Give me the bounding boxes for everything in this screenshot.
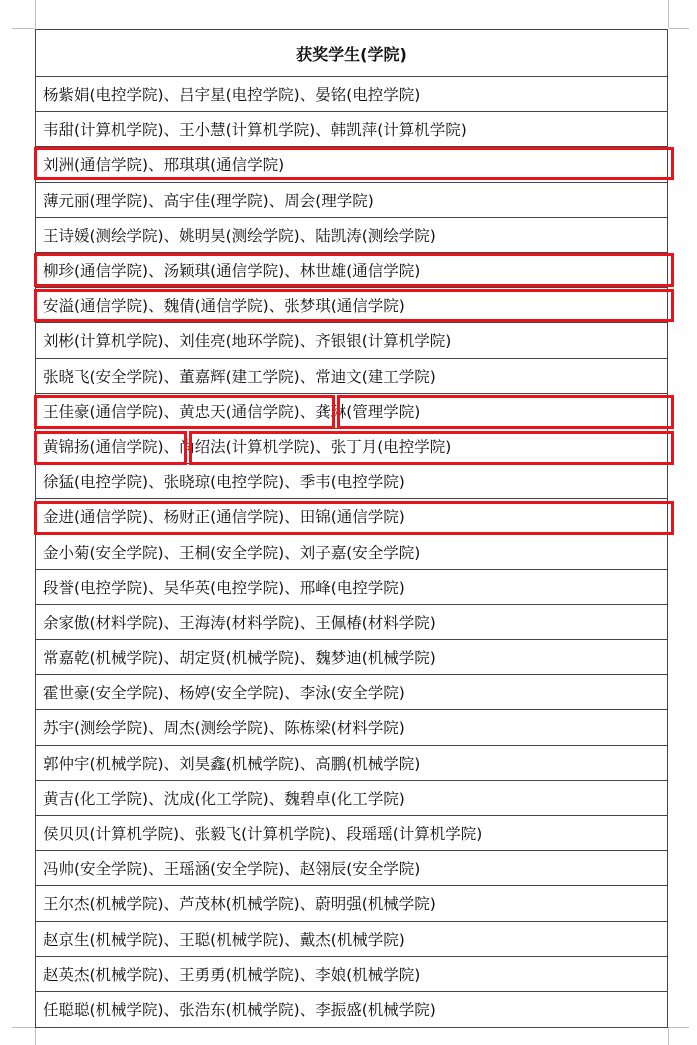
table-row: 杨紫娟(电控学院)、吕宇星(电控学院)、晏铭(电控学院): [36, 77, 667, 112]
crop-mark-bottom-left-h: [12, 1027, 35, 1028]
table-header: 获奖学生(学院): [36, 30, 667, 77]
table-row: 刘彬(计算机学院)、刘佳亮(地环学院)、齐银银(计算机学院): [36, 323, 667, 358]
table-row: 霍世豪(安全学院)、杨婷(安全学院)、李泳(安全学院): [36, 675, 667, 710]
table-row: 任聪聪(机械学院)、张浩东(机械学院)、李振盛(机械学院): [43, 1001, 436, 1020]
table-row: 郭仲宇(机械学院)、刘昊鑫(机械学院)、高鹏(机械学院): [36, 746, 667, 781]
crop-mark-top-left-v: [35, 0, 36, 28]
table-row: 段誉(电控学院)、吴华英(电控学院)、邢峰(电控学院): [36, 570, 667, 605]
table-row: 金小菊(安全学院)、王桐(安全学院)、刘子嘉(安全学院): [36, 534, 667, 569]
table-row: 徐猛(电控学院)、张晓琼(电控学院)、季韦(电控学院): [36, 464, 667, 499]
table-row: 韦甜(计算机学院)、王小慧(计算机学院)、韩凯萍(计算机学院): [36, 112, 667, 147]
table-row: 赵京生(机械学院)、王聪(机械学院)、戴杰(机械学院): [36, 922, 667, 957]
crop-mark-top-right-h: [669, 28, 689, 29]
table-row: 刘洲(通信学院)、邢琪琪(通信学院): [36, 147, 667, 182]
crop-mark-bottom-right-h: [669, 1027, 689, 1028]
table-row: 苏宇(测绘学院)、周杰(测绘学院)、陈栋梁(材料学院): [36, 710, 667, 745]
table-row: 安溢(通信学院)、魏倩(通信学院)、张梦琪(通信学院): [36, 288, 667, 323]
table-row: 张晓飞(安全学院)、董嘉辉(建工学院)、常迪文(建工学院): [36, 359, 667, 394]
table-row: 赵英杰(机械学院)、王勇勇(机械学院)、李娘(机械学院): [36, 957, 667, 992]
table-row: 柳珍(通信学院)、汤颖琪(通信学院)、林世雄(通信学院): [36, 253, 667, 288]
table-row: 黄吉(化工学院)、沈成(化工学院)、魏碧卓(化工学院): [36, 781, 667, 816]
table-row: 冯帅(安全学院)、王瑶涵(安全学院)、赵翎辰(安全学院): [36, 851, 667, 886]
table-row: 黄锦扬(通信学院)、尚绍法(计算机学院)、张丁月(电控学院): [36, 429, 667, 464]
table-row: 王尔杰(机械学院)、芦茂林(机械学院)、蔚明强(机械学院): [36, 886, 667, 921]
table-row: 王诗媛(测绘学院)、姚明昊(测绘学院)、陆凯涛(测绘学院): [36, 218, 667, 253]
table-row: 余家傲(材料学院)、王海涛(材料学院)、王佩椿(材料学院): [36, 605, 667, 640]
table-row: 侯贝贝(计算机学院)、张毅飞(计算机学院)、段瑶瑶(计算机学院): [36, 816, 667, 851]
table-row: 薄元丽(理学院)、高宇佳(理学院)、周会(理学院): [36, 183, 667, 218]
crop-mark-bottom-right-v: [668, 1027, 669, 1045]
crop-mark-top-right-v: [668, 0, 669, 28]
table-row: 王佳豪(通信学院)、黄忠天(通信学院)、龚琳(管理学院): [36, 394, 667, 429]
table-row: 金进(通信学院)、杨财正(通信学院)、田锦(通信学院): [36, 499, 667, 534]
table-row: 常嘉乾(机械学院)、胡定贤(机械学院)、魏梦迪(机械学院): [36, 640, 667, 675]
award-students-table: [35, 29, 668, 1028]
crop-mark-top-left-h: [12, 28, 35, 29]
crop-mark-bottom-left-v: [35, 1027, 36, 1045]
